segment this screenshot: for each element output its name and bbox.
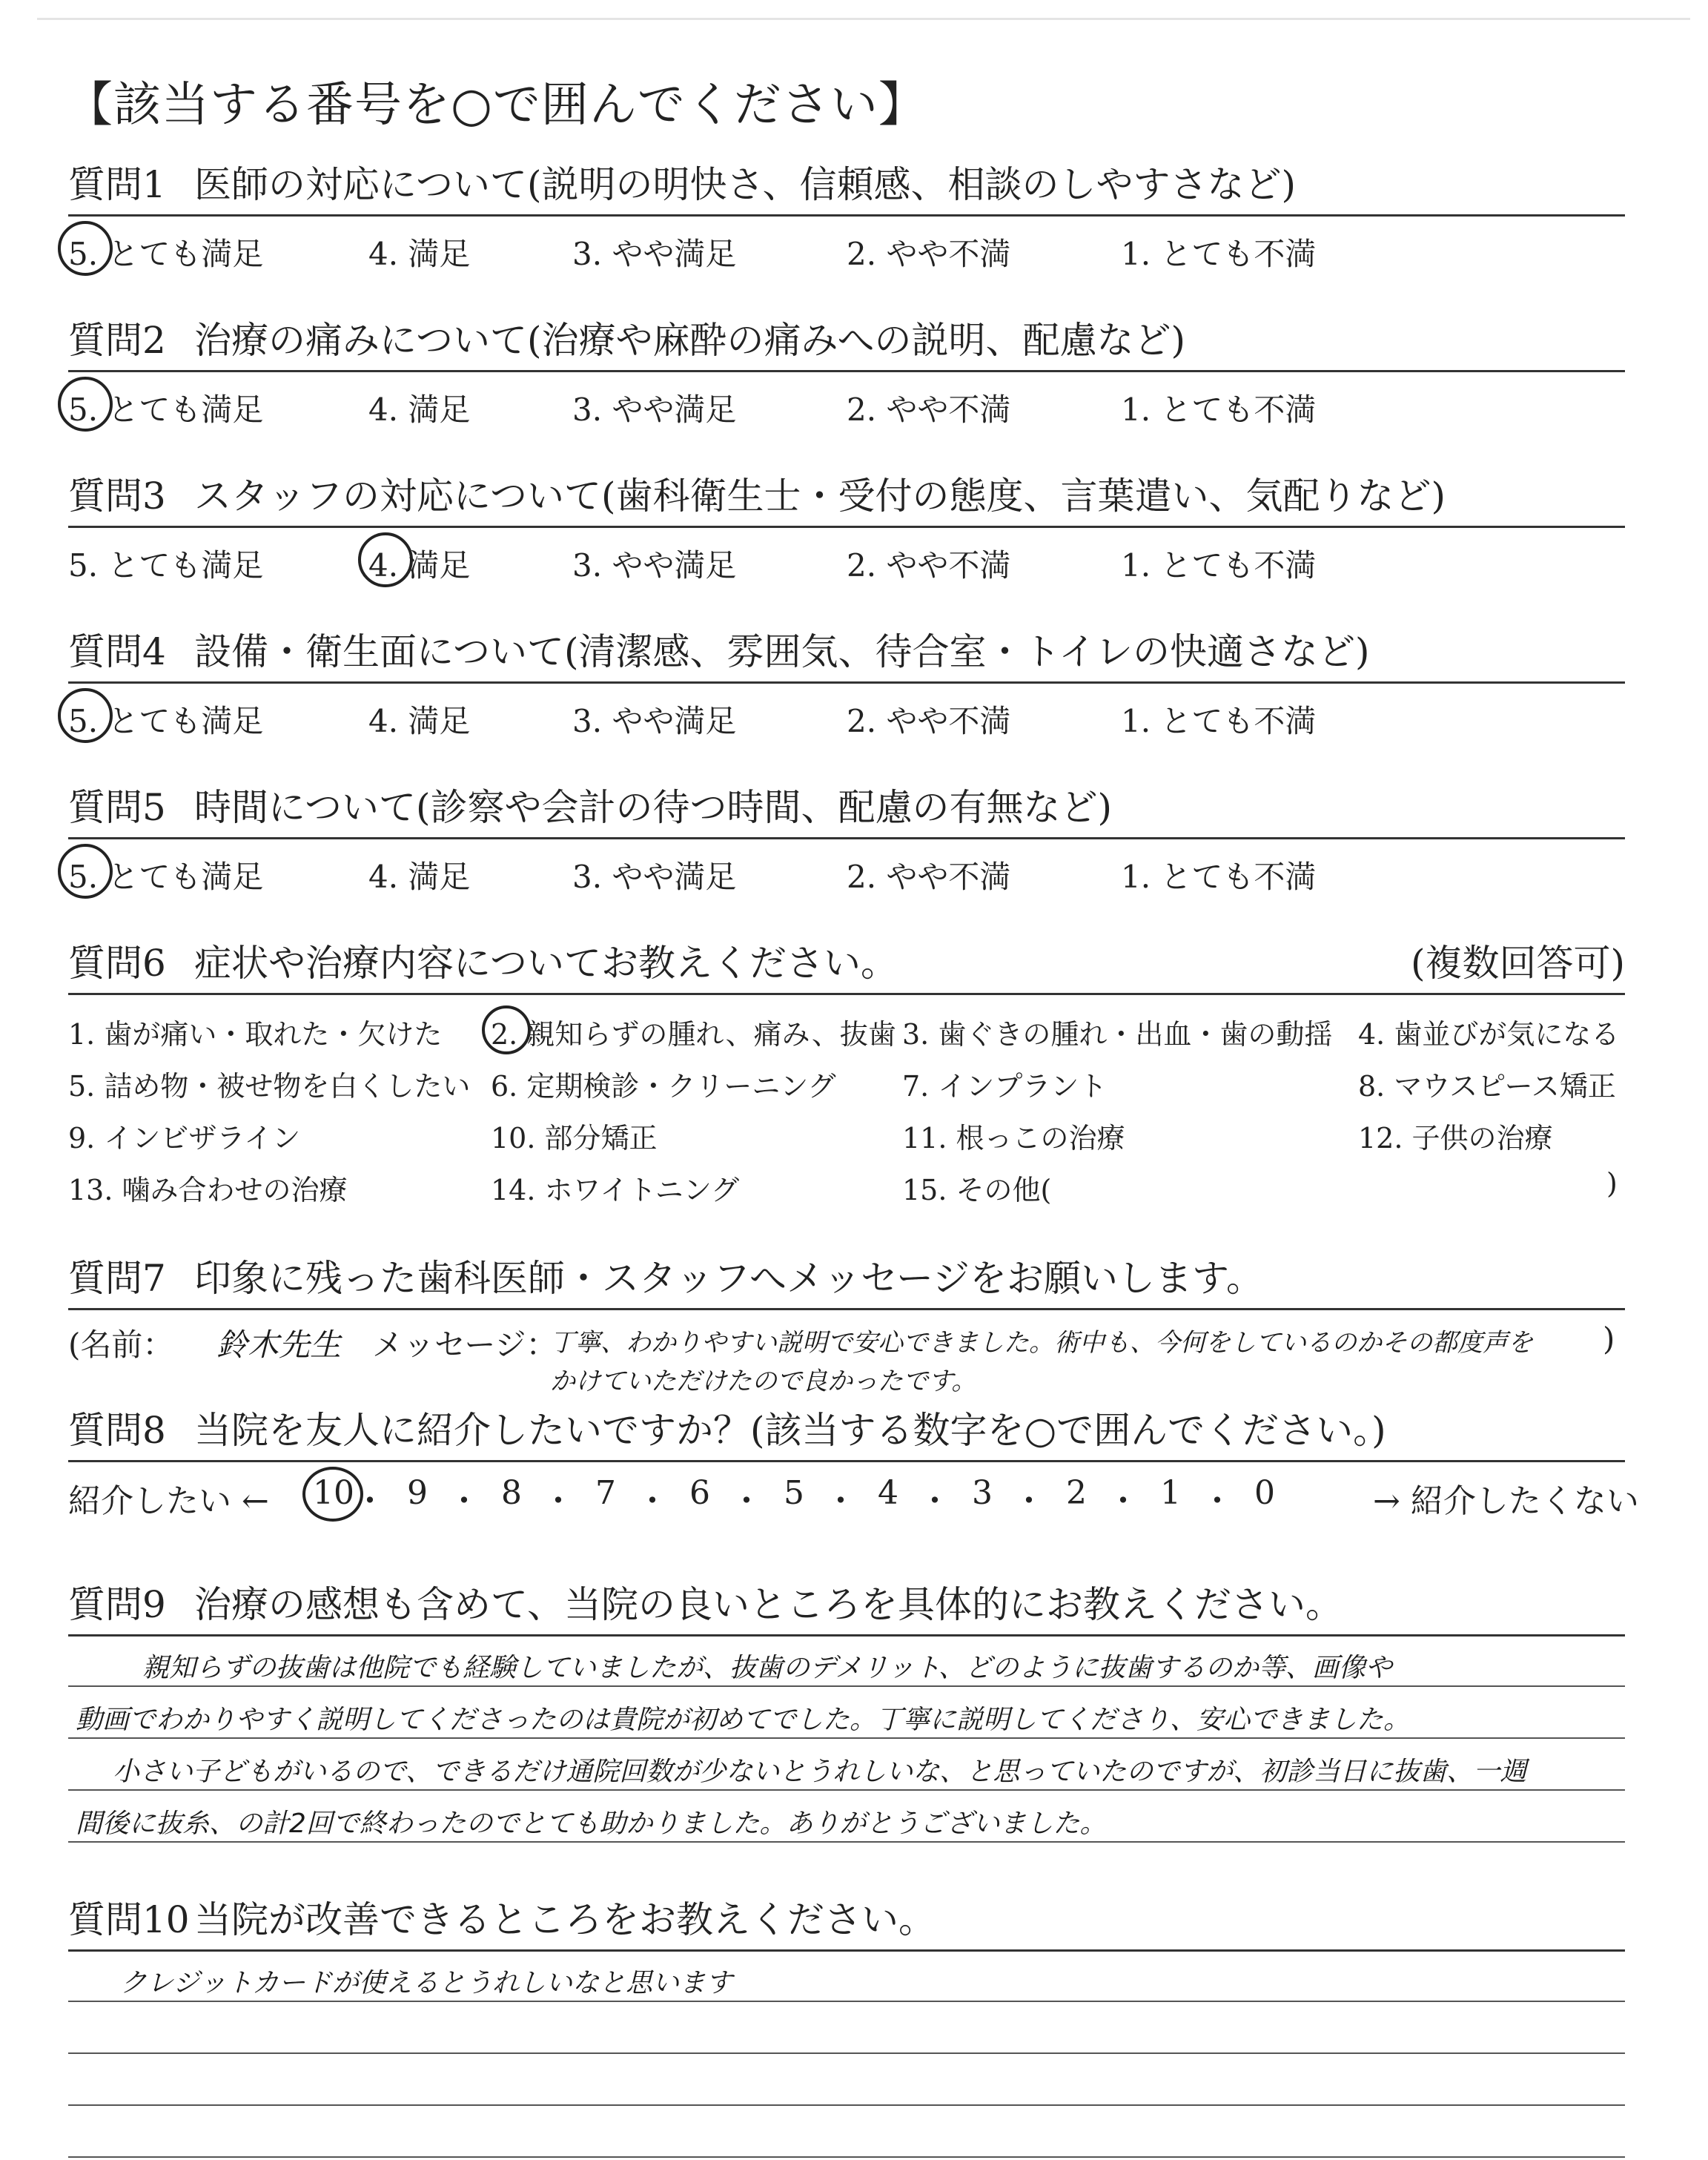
question-title bbox=[68, 782, 1625, 833]
scale-value-2[interactable]: 2 bbox=[1066, 1474, 1087, 1512]
symptom-option[interactable]: 4. 歯並びが気になる bbox=[1358, 1018, 1620, 1051]
question-text: 治療の痛みについて(治療や麻酔の痛みへの説明、配慮など) bbox=[194, 319, 1186, 362]
option-2[interactable]: 2. やや不満 bbox=[847, 236, 1011, 272]
message-line-2: かけていただけたので良かったです。 bbox=[550, 1367, 977, 1396]
question-number: 質問6 bbox=[68, 942, 166, 985]
scale-value-3[interactable]: 3 bbox=[972, 1474, 993, 1512]
symptom-option[interactable]: 12. 子供の治療 bbox=[1358, 1122, 1553, 1155]
question-10 bbox=[68, 1895, 1625, 2159]
ruled-line bbox=[68, 1789, 1625, 1791]
question-6 bbox=[68, 938, 1625, 1210]
option-5[interactable]: 5. とても満足 bbox=[68, 547, 264, 584]
question-text: 治療の感想も含めて、当院の良いところを具体的にお教えください。 bbox=[194, 1583, 1343, 1626]
selection-circle bbox=[58, 688, 113, 743]
page-header: 【該当する番号を○で囲んでください】 bbox=[65, 78, 927, 133]
selection-circle bbox=[302, 1467, 363, 1522]
close-paren: ) bbox=[1603, 1321, 1615, 1357]
symptom-option[interactable]: 2. 親知らずの腫れ、痛み、抜歯 bbox=[491, 1018, 896, 1051]
symptom-option[interactable]: 14. ホワイトニング bbox=[491, 1174, 740, 1206]
ruled-line bbox=[68, 2156, 1625, 2158]
symptom-option[interactable]: 15. その他( bbox=[902, 1174, 1052, 1206]
multiple-answer-note: (複数回答可) bbox=[1410, 942, 1625, 985]
question-number: 質問8 bbox=[68, 1409, 166, 1452]
option-3[interactable]: 3. やや満足 bbox=[572, 859, 737, 895]
selection-circle bbox=[58, 844, 113, 899]
option-2[interactable]: 2. やや不満 bbox=[847, 392, 1011, 428]
question-number: 質問4 bbox=[68, 630, 166, 673]
scale-separator: ・ bbox=[636, 1482, 669, 1520]
question-title bbox=[68, 315, 1625, 366]
option-2[interactable]: 2. やや不満 bbox=[847, 547, 1011, 584]
option-5[interactable]: 5. とても満足 bbox=[68, 859, 264, 895]
question-title bbox=[68, 471, 1625, 521]
question-9 bbox=[68, 1579, 1625, 1859]
question-text: 医師の対応について(説明の明快さ、信頼感、相談のしやすさなど) bbox=[194, 163, 1297, 206]
scale-separator: ・ bbox=[1013, 1482, 1045, 1520]
scale-value-0[interactable]: 0 bbox=[1254, 1474, 1275, 1512]
question-text: 症状や治療内容についてお教えください。 bbox=[194, 942, 898, 985]
scale-separator: ・ bbox=[448, 1482, 480, 1520]
selection-circle bbox=[358, 532, 413, 587]
option-3[interactable]: 3. やや満足 bbox=[572, 392, 737, 428]
option-1[interactable]: 1. とても不満 bbox=[1121, 859, 1317, 895]
answer-options bbox=[68, 372, 1625, 428]
question-number: 質問5 bbox=[68, 786, 166, 829]
question-text: 当院が改善できるところをお教えください。 bbox=[194, 1898, 936, 1941]
question-3 bbox=[68, 471, 1625, 584]
option-4[interactable]: 4. 満足 bbox=[368, 547, 471, 584]
name-value: 鈴木先生 bbox=[216, 1327, 342, 1363]
symptom-options-grid bbox=[68, 995, 1625, 1210]
scale-separator: ・ bbox=[918, 1482, 951, 1520]
ruled-line bbox=[68, 2001, 1625, 2002]
scale-value-10[interactable]: 10 bbox=[313, 1474, 354, 1512]
question-4 bbox=[68, 627, 1625, 739]
option-1[interactable]: 1. とても不満 bbox=[1121, 392, 1317, 428]
question-number: 質問10 bbox=[68, 1898, 190, 1941]
answer-line: 親知らずの抜歯は他院でも経験していましたが、抜歯のデメリット、どのように抜歯するのか等、画像や bbox=[142, 1653, 1392, 1683]
option-4[interactable]: 4. 満足 bbox=[368, 392, 471, 428]
scale-value-8[interactable]: 8 bbox=[501, 1474, 522, 1512]
question-7 bbox=[68, 1253, 1625, 1421]
question-title bbox=[68, 627, 1625, 677]
top-divider bbox=[37, 18, 1690, 20]
question-text: 設備・衛生面について(清潔感、雰囲気、待合室・トイレの快適さなど) bbox=[194, 630, 1370, 673]
scale-value-4[interactable]: 4 bbox=[878, 1474, 898, 1512]
option-5[interactable]: 5. とても満足 bbox=[68, 703, 264, 739]
selection-circle bbox=[58, 221, 113, 276]
name-label: (名前： bbox=[68, 1327, 174, 1363]
question-text: 当院を友人に紹介したいですか？(該当する数字を○で囲んでください。) bbox=[194, 1409, 1386, 1452]
scale-separator: ・ bbox=[824, 1482, 857, 1520]
ruled-line bbox=[68, 1737, 1625, 1739]
option-1[interactable]: 1. とても不満 bbox=[1121, 547, 1317, 584]
scale-separator: ・ bbox=[730, 1482, 763, 1520]
question-number: 質問7 bbox=[68, 1257, 166, 1300]
symptom-option[interactable]: 8. マウスピース矯正 bbox=[1358, 1070, 1616, 1103]
option-1[interactable]: 1. とても不満 bbox=[1121, 703, 1317, 739]
option-5[interactable]: 5. とても満足 bbox=[68, 236, 264, 272]
option-4[interactable]: 4. 満足 bbox=[368, 236, 471, 272]
answer-options bbox=[68, 217, 1625, 272]
scale-separator: ・ bbox=[1107, 1482, 1139, 1520]
scale-value-9[interactable]: 9 bbox=[407, 1474, 428, 1512]
scale-separator: ・ bbox=[1201, 1482, 1234, 1520]
symptom-option[interactable]: 10. 部分矯正 bbox=[491, 1122, 658, 1155]
answer-line: クレジットカードが使えるとうれしいなと思います bbox=[120, 1968, 733, 1998]
option-3[interactable]: 3. やや満足 bbox=[572, 547, 737, 584]
question-number: 質問9 bbox=[68, 1583, 166, 1626]
question-number: 質問2 bbox=[68, 319, 166, 362]
question-text: 印象に残った歯科医師・スタッフへメッセージをお願いします。 bbox=[194, 1257, 1263, 1300]
answer-line: 動画でわかりやすく説明してくださったのは貴院が初めてでした。丁寧に説明してくださり、安心できました。 bbox=[76, 1705, 1411, 1735]
option-5[interactable]: 5. とても満足 bbox=[68, 392, 264, 428]
selection-circle bbox=[58, 377, 113, 432]
symptom-option[interactable]: 7. インプラント bbox=[902, 1070, 1108, 1103]
symptom-option[interactable]: 3. 歯ぐきの腫れ・出血・歯の動揺 bbox=[902, 1018, 1333, 1051]
good-points-answer bbox=[68, 1636, 1625, 1859]
question-text: 時間について(診察や会計の待つ時間、配慮の有無など) bbox=[194, 786, 1113, 829]
answer-line: 小さい子どもがいるので、できるだけ通院回数が少ないとうれしいな、と思っていたのですが、初診当日に抜歯、一週 bbox=[113, 1757, 1527, 1787]
scale-value-7[interactable]: 7 bbox=[595, 1474, 616, 1512]
answer-line: 間後に抜糸、の計2回で終わったのでとても助かりました。ありがとうございました。 bbox=[76, 1809, 1107, 1839]
question-1 bbox=[68, 159, 1625, 272]
symptom-option[interactable]: 9. インビザライン bbox=[68, 1122, 301, 1155]
symptom-option[interactable]: 11. 根っこの治療 bbox=[902, 1122, 1125, 1155]
question-number: 質問3 bbox=[68, 475, 166, 518]
option-3[interactable]: 3. やや満足 bbox=[572, 236, 737, 272]
improvement-answer bbox=[68, 1952, 1625, 2159]
option-1[interactable]: 1. とても不満 bbox=[1121, 236, 1317, 272]
scale-value-1[interactable]: 1 bbox=[1160, 1474, 1181, 1512]
answer-options bbox=[68, 839, 1625, 895]
scale-left-label: 紹介したい ← bbox=[68, 1482, 269, 1520]
question-text: スタッフの対応について(歯科衛生士・受付の態度、言葉遣い、気配りなど) bbox=[194, 475, 1446, 518]
symptom-option[interactable]: 1. 歯が痛い・取れた・欠けた bbox=[68, 1018, 443, 1051]
scale-value-6[interactable]: 6 bbox=[689, 1474, 710, 1512]
ruled-line bbox=[68, 2052, 1625, 2054]
symptom-option[interactable]: 6. 定期検診・クリーニング bbox=[491, 1070, 836, 1103]
scale-right-label: → 紹介したくない bbox=[1373, 1482, 1639, 1520]
scale-separator: ・ bbox=[542, 1482, 575, 1520]
ruled-line bbox=[68, 1841, 1625, 1843]
message-label: メッセージ： bbox=[372, 1327, 557, 1363]
symptom-option[interactable]: 13. 噛み合わせの治療 bbox=[68, 1174, 348, 1206]
option-2[interactable]: 2. やや不満 bbox=[847, 703, 1011, 739]
ruled-line bbox=[68, 1685, 1625, 1687]
answer-options bbox=[68, 684, 1625, 739]
question-5 bbox=[68, 782, 1625, 895]
question-number: 質問1 bbox=[68, 163, 166, 206]
symptom-option[interactable]: 5. 詰め物・被せ物を白くしたい bbox=[68, 1070, 471, 1103]
recommendation-scale bbox=[68, 1462, 1639, 1522]
message-line-1: 丁寧、わかりやすい説明で安心できました。術中も、今何をしているのかその都度声を bbox=[550, 1328, 1533, 1358]
question-8 bbox=[68, 1405, 1639, 1522]
question-2 bbox=[68, 315, 1625, 428]
option-3[interactable]: 3. やや満足 bbox=[572, 703, 737, 739]
option-2[interactable]: 2. やや不満 bbox=[847, 859, 1011, 895]
question-title bbox=[68, 159, 1625, 210]
option-4[interactable]: 4. 満足 bbox=[368, 703, 471, 739]
ruled-line bbox=[68, 2104, 1625, 2106]
symptom-option[interactable]: ) bbox=[1606, 1167, 1618, 1200]
answer-options bbox=[68, 528, 1625, 584]
option-4[interactable]: 4. 満足 bbox=[368, 859, 471, 895]
scale-separator: ・ bbox=[354, 1482, 386, 1520]
selection-circle bbox=[482, 1005, 531, 1054]
scale-value-5[interactable]: 5 bbox=[784, 1474, 804, 1512]
